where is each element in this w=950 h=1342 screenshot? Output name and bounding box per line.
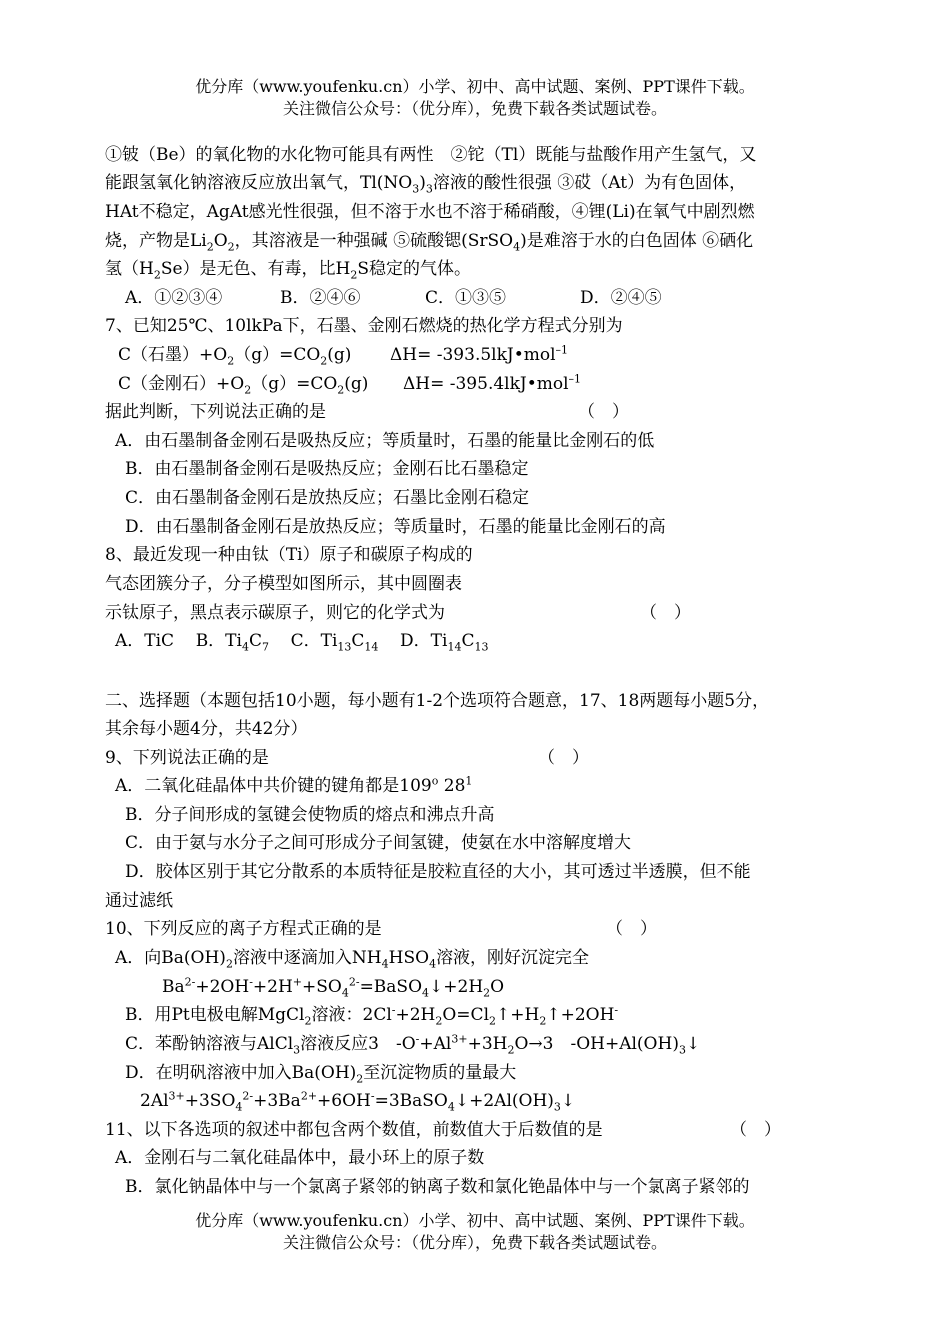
q9-option-d: D．胶体区别于其它分散系的本质特征是胶粒直径的大小，其可透过半透膜，但不能 — [125, 862, 751, 882]
q10-option-a-equation: $Ba^{2-}+2OH^-+2H^++SO_4^{2-}=BaSO_4↓+2H_2O$ — [162, 975, 505, 1000]
q6-line-3: HAt不稳定，AgAt感光性很强，但不溶于水也不溶于稀硝酸，④锂(Li)在氧气中剧烈燃 — [105, 202, 755, 222]
q10-stem: 10、下列反应的离子方程式正确的是 — [105, 919, 382, 939]
q7-stem: 7、已知25℃、10lkPa下，石墨、金刚石燃烧的热化学方程式分别为 — [105, 316, 623, 336]
q6-line-2: 能跟氢氧化钠溶液反应放出氧气，$Tl(NO_3)_3$溶液的酸性很强 ③砹（At）为有色固体， — [105, 173, 747, 196]
q8-option-b: B．$Ti_4C_7$ — [195, 631, 269, 654]
q6-line-5: 氢$(H_2Se)$是无色、有毒，比$H_2S$稳定的气体。 — [105, 259, 472, 282]
q7-option-c: C．由石墨制备金刚石是放热反应；石墨比金刚石稳定 — [125, 488, 530, 508]
q8-line-1: 8、最近发现一种由钛（Ti）原子和碳原子构成的 — [105, 545, 473, 565]
q9-option-d-cont: 通过滤纸 — [105, 891, 173, 911]
q7-judge: 据此判断，下列说法正确的是 — [105, 402, 326, 422]
q7-option-a: A．由石墨制备金刚石是吸热反应；等质量时，石墨的能量比金刚石的低 — [115, 431, 655, 451]
q8-answer-bracket: （ ） — [640, 603, 691, 623]
q11-option-a: A．金刚石与二氧化硅晶体中，最小环上的原子数 — [115, 1148, 485, 1168]
q6-option-c: C．①③⑤ — [425, 288, 507, 308]
q8-option-d: D．$Ti_{14}C_{13}$ — [400, 631, 489, 654]
q10-option-c: C．苯酚钠溶液与AlCl$_3$溶液反应3 $-O^-+Al^{3+}+3H_2O\to 3$ $-OH+Al(OH)_3↓$ — [125, 1032, 701, 1057]
q7-option-b: B．由石墨制备金刚石是吸热反应；金刚石比石墨稳定 — [125, 459, 529, 479]
section-2-heading-1: 二、选择题（本题包括10小题，每小题有1-2个选项符合题意，17、18两题每小题5分， — [105, 691, 770, 711]
q6-option-a: A．①②③④ — [125, 288, 223, 308]
q10-option-a: A．向$Ba(OH)_2$溶液中逐滴加入$NH_4HSO_4$溶液，刚好沉淀完全 — [115, 948, 590, 971]
q7-option-d: D．由石墨制备金刚石是放热反应；等质量时，石墨的能量比金刚石的高 — [125, 517, 666, 537]
q8-line-2: 气态团簇分子，分子模型如图所示，其中圆圈表 — [105, 574, 462, 594]
q8-option-a: A．TiC — [115, 631, 175, 651]
q9-option-b: B．分子间形成的氢键会使物质的熔点和沸点升高 — [125, 805, 495, 825]
q10-option-d: D．在明矾溶液中加入$Ba(OH)_2$至沉淀物质的量最大 — [125, 1063, 517, 1086]
q11-option-b: B．氯化钠晶体中与一个氯离子紧邻的钠离子数和氯化铯晶体中与一个氯离子紧邻的 — [125, 1177, 750, 1197]
q6-line-1: ①铍（Be）的氧化物的水化物可能具有两性 ②铊（Tl）既能与盐酸作用产生氢气，又 — [105, 145, 757, 165]
q8-option-c: C．$Ti_{13}C_{14}$ — [290, 631, 379, 654]
footer-line-2: 关注微信公众号：（优分库），免费下载各类试题试卷。 — [282, 1233, 667, 1252]
q6-option-b: B．②④⑥ — [280, 288, 361, 308]
q9-stem: 9、下列说法正确的是 — [105, 748, 269, 768]
page-footer — [0, 1210, 950, 1254]
q6-line-4: 烧，产物是$Li_2O_2$，其溶液是一种强碱 ⑤硫酸锶(SrSO$_4$)是难溶于水的白色固体 ⑥硒化 — [105, 231, 754, 254]
footer-line-1: 优分库（www.youfenku.cn）小学、初中、高中试题、案例、PPT课件下载。 — [195, 1211, 755, 1230]
q8-options — [115, 628, 488, 654]
q6-option-d: D．②④⑤ — [580, 288, 662, 308]
q9-option-a: A．二氧化硅晶体中共价键的键角都是109$^o$ $28^1$ — [115, 774, 473, 796]
q10-option-b: B．用Pt电极电解MgCl$_2$溶液：$2Cl^-+2H_2O=Cl_2↑+H_2↑+2OH^-$ — [125, 1003, 619, 1028]
page-header — [0, 76, 950, 120]
section-2-heading-2: 其余每小题4分，共42分） — [105, 719, 308, 739]
q11-answer-bracket: （ ） — [730, 1120, 781, 1140]
q10-option-d-equation: $2Al^{3+}+3SO_4^{2-}+3Ba^{2+}+6OH^-=3BaSO_4↓+2Al(OH)_3↓$ — [140, 1089, 576, 1114]
q7-equation-1: C（石墨）$+O_2(g)=CO_2(g)$ ΔH= -393.5lkJ•mol$^{-1}$ — [118, 343, 569, 368]
q8-line-3: 示钛原子，黑点表示碳原子，则它的化学式为 — [105, 603, 445, 623]
q7-answer-bracket: （ ） — [578, 402, 629, 422]
header-line-1: 优分库（www.youfenku.cn）小学、初中、高中试题、案例、PPT课件下载。 — [195, 77, 755, 96]
q9-option-c: C．由于氨与水分子之间可形成分子间氢键，使氨在水中溶解度增大 — [125, 833, 632, 853]
q7-equation-2: C（金刚石）$+O_2(g)=CO_2(g)$ ΔH= -395.4lkJ•mol$^{-1}$ — [118, 372, 582, 397]
header-line-2: 关注微信公众号：（优分库），免费下载各类试题试卷。 — [282, 99, 667, 118]
q11-stem: 11、以下各选项的叙述中都包含两个数值，前数值大于后数值的是 — [105, 1120, 603, 1140]
q10-answer-bracket: （ ） — [606, 919, 657, 939]
q9-answer-bracket: （ ） — [538, 748, 589, 768]
